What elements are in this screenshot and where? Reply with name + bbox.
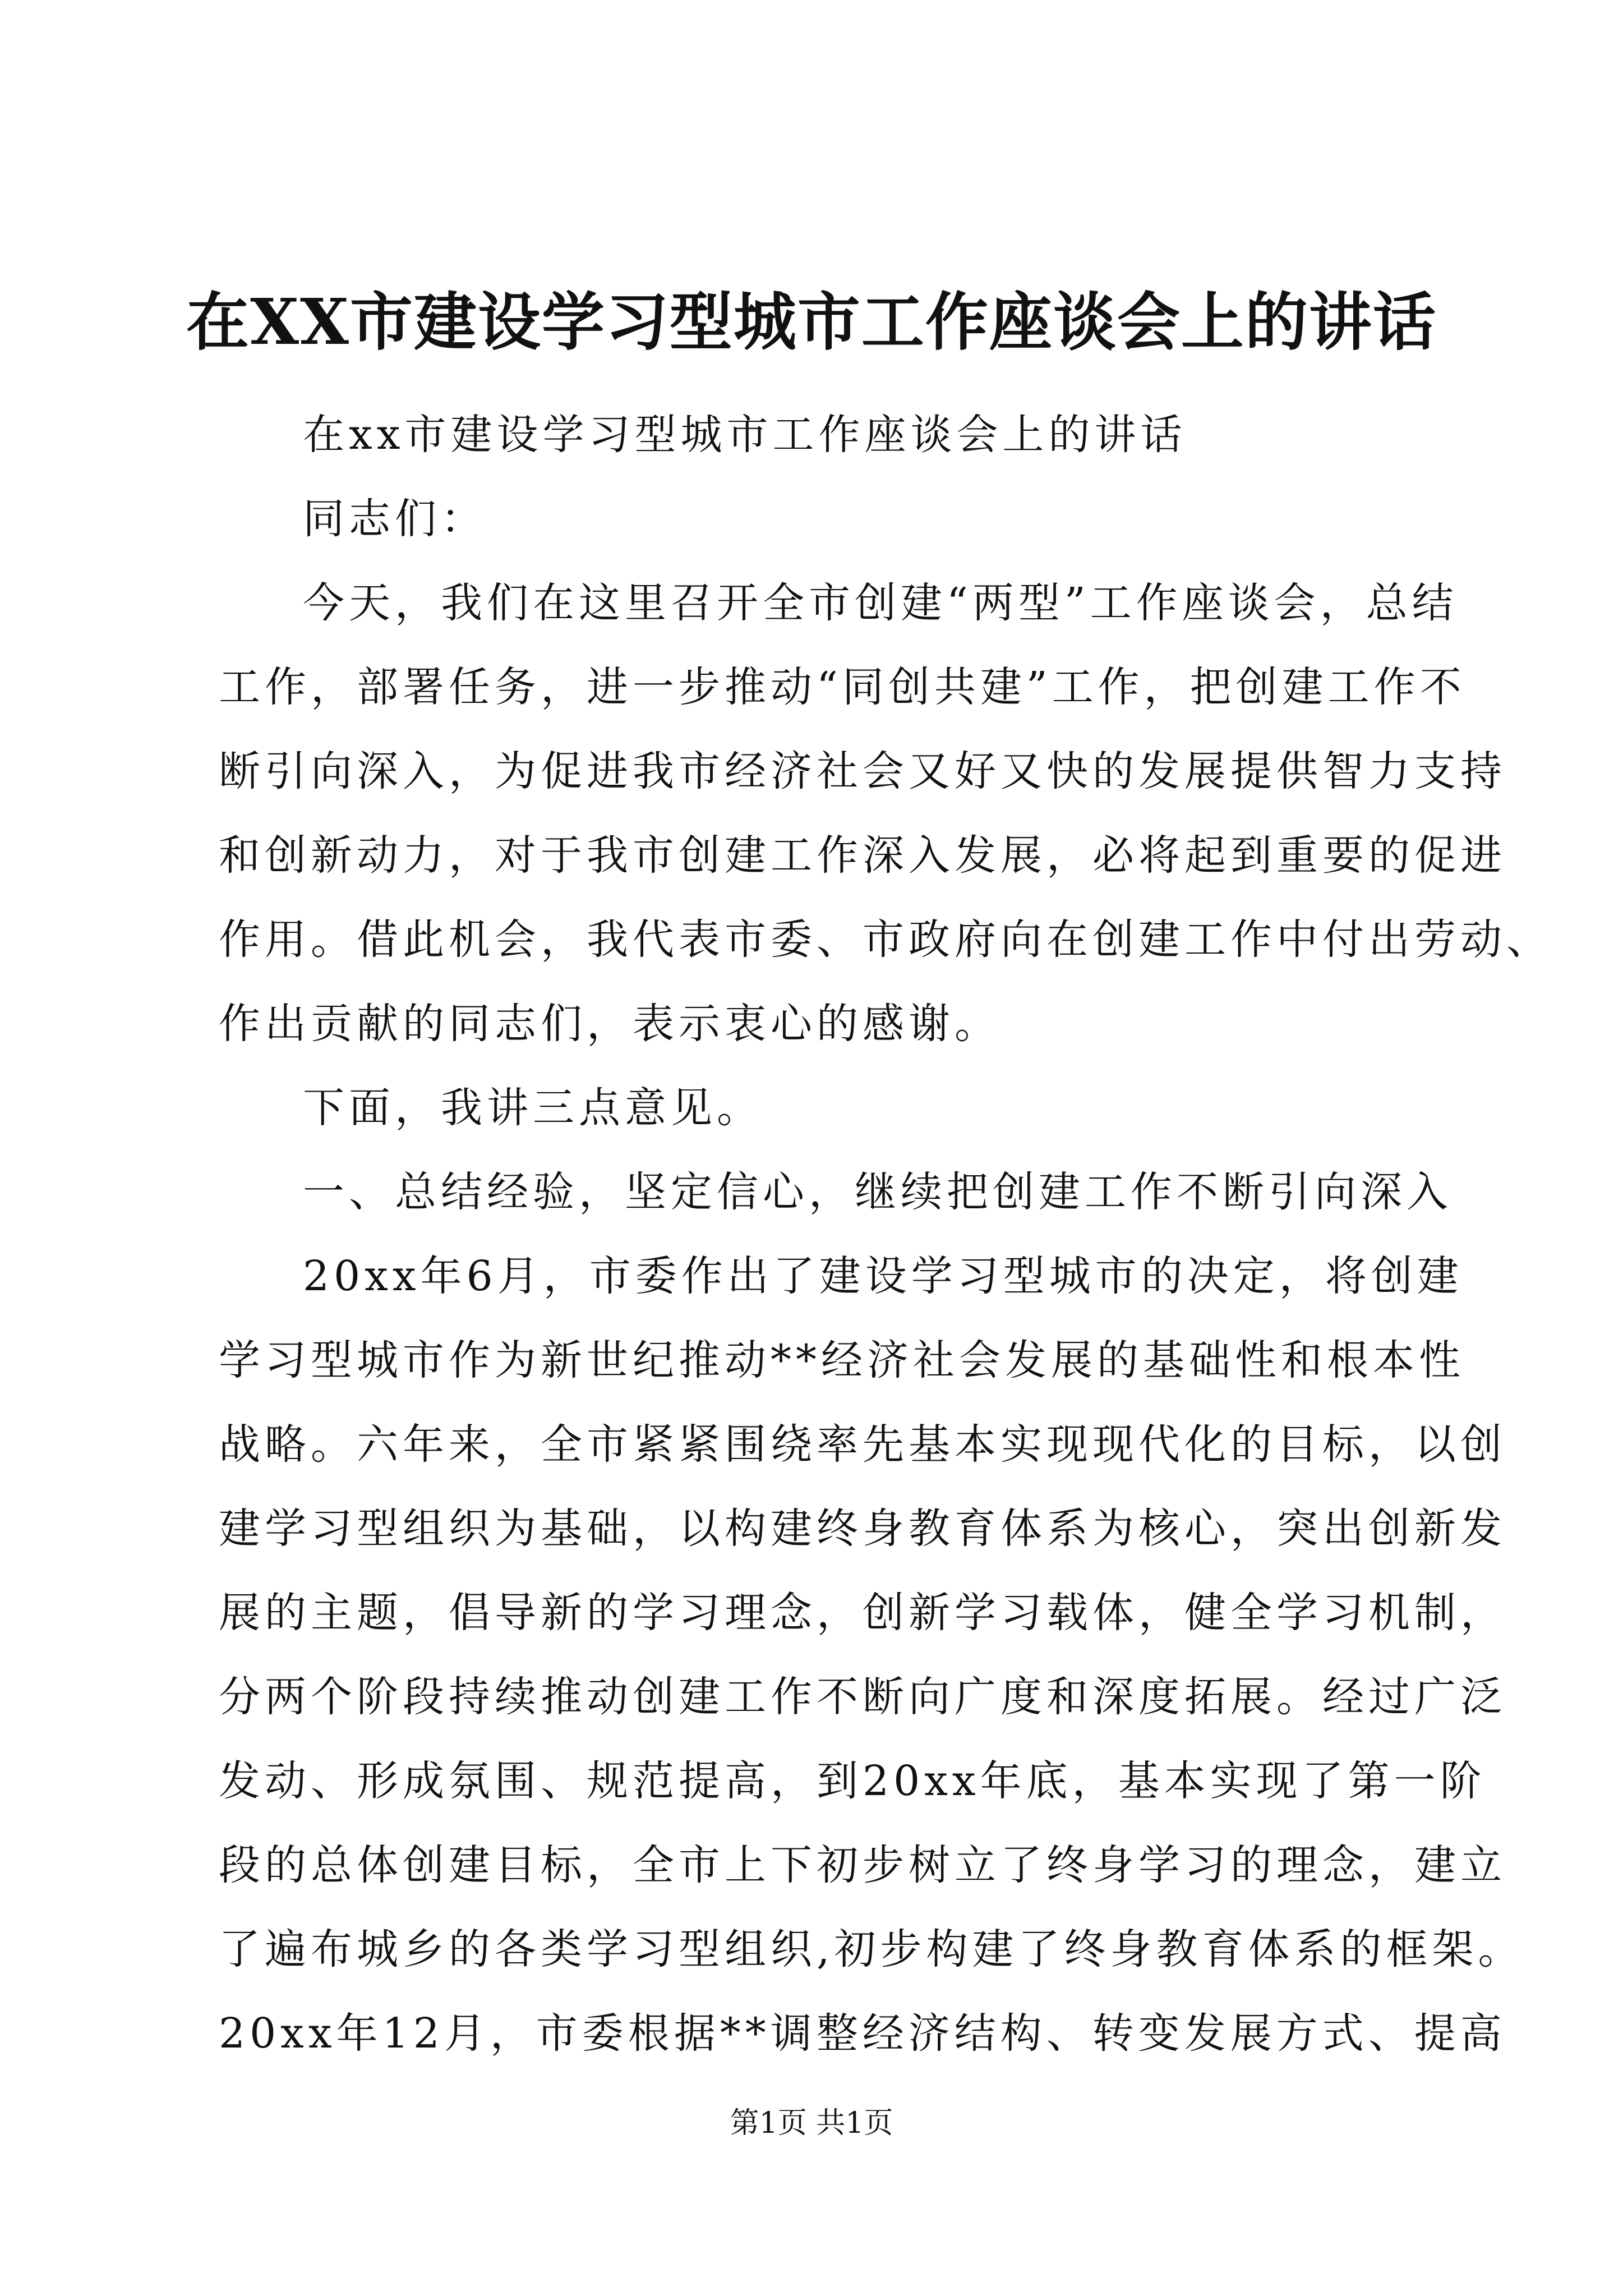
salutation-line: 同志们： <box>303 495 487 543</box>
subtitle-line: 在xx市建设学习型城市工作座谈会上的讲话 <box>303 411 1187 459</box>
paragraph-line: 展的主题，倡导新的学习理念，创新学习载体，健全学习机制， <box>219 1589 1506 1637</box>
paragraph-line: 战略。六年来，全市紧紧围绕率先基本实现现代化的目标，以创 <box>219 1420 1506 1469</box>
paragraph-line: 20xx年6月，市委作出了建设学习型城市的决定，将创建 <box>303 1252 1463 1300</box>
paragraph-line: 作出贡献的同志们，表示衷心的感谢。 <box>219 1000 1000 1048</box>
paragraph-line: 工作，部署任务，进一步推动“同创共建”工作，把创建工作不 <box>219 663 1466 711</box>
page-footer: 第1页 共1页 <box>730 2106 893 2140</box>
paragraph-line: 作用。借此机会，我代表市委、市政府向在创建工作中付出劳动、 <box>219 915 1552 964</box>
paragraph-line: 建学习型组织为基础，以构建终身教育体系为核心，突出创新发 <box>219 1504 1506 1553</box>
document-title: 在XX市建设学习型城市工作座谈会上的讲话 <box>186 286 1437 359</box>
document-body <box>219 393 1552 2076</box>
paragraph-line: 20xx年12月，市委根据**调整经济结构、转变发展方式、提高 <box>219 2009 1506 2058</box>
paragraph-line: 了遍布城乡的各类学习型组织,初步构建了终身教育体系的框架。 <box>219 1925 1524 1973</box>
section-heading: 一、总结经验，坚定信心，继续把创建工作不断引向深入 <box>303 1168 1453 1216</box>
paragraph-line: 断引向深入，为促进我市经济社会又好又快的发展提供智力支持 <box>219 747 1506 795</box>
paragraph-line: 下面，我讲三点意见。 <box>303 1084 763 1132</box>
paragraph-line: 学习型城市作为新世纪推动**经济社会发展的基础性和根本性 <box>219 1336 1465 1384</box>
paragraph-line: 发动、形成氛围、规范提高，到20xx年底，基本实现了第一阶 <box>219 1757 1486 1805</box>
paragraph-line: 段的总体创建目标，全市上下初步树立了终身学习的理念，建立 <box>219 1841 1506 1889</box>
paragraph-line: 今天，我们在这里召开全市创建“两型”工作座谈会，总结 <box>303 579 1458 627</box>
paragraph-line: 和创新动力，对于我市创建工作深入发展，必将起到重要的促进 <box>219 831 1506 880</box>
paragraph-line: 分两个阶段持续推动创建工作不断向广度和深度拓展。经过广泛 <box>219 1673 1506 1721</box>
